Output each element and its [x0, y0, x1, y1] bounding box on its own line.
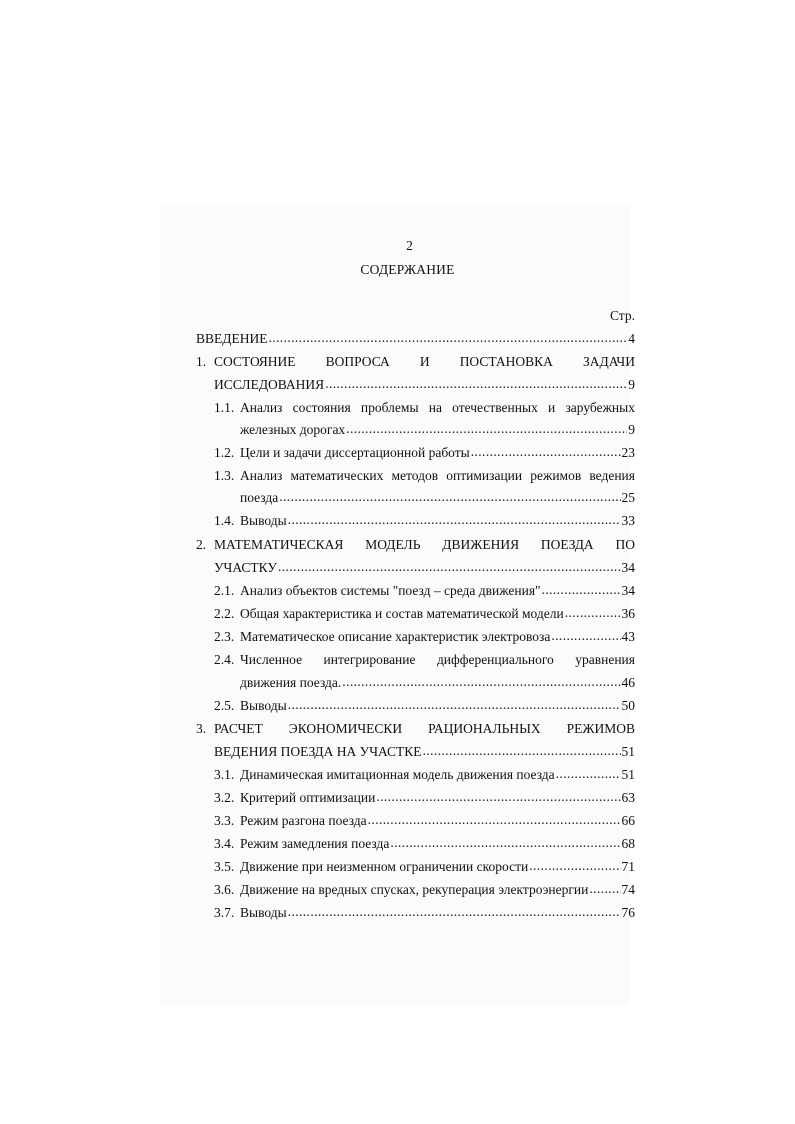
leader-dots [278, 559, 621, 575]
toc-title: СОДЕРЖАНИЕ [360, 262, 455, 277]
chapter-2-heading-line1: 2. МАТЕМАТИЧЕСКАЯ МОДЕЛЬ ДВИЖЕНИЯ ПОЕЗДА ПО [196, 537, 635, 552]
leader-dots [346, 421, 627, 437]
section-1-1-line1: 1.1. Анализ состояния проблемы на отечественных и зарубежных [214, 400, 635, 415]
section-3-6: 3.6. Движение на вредных спусках, рекуперация электроэнергии ..... 74 [214, 882, 635, 902]
leader-dots [376, 789, 620, 805]
leader-dots [565, 605, 621, 621]
page-column-label: Стр. [609, 308, 635, 323]
leader-dots [529, 858, 620, 874]
leader-dots [288, 512, 621, 528]
section-1-3-line1: 1.3. Анализ математических методов оптимизации режимов ведения [214, 468, 635, 483]
section-3-1: 3.1. Динамическая имитационная модель движения поезда ..... 51 [214, 767, 635, 787]
section-1-3-line2: поезда ..... 25 [240, 490, 635, 510]
section-2-5: 2.5. Выводы ..... 50 [214, 698, 635, 718]
leader-dots [279, 489, 620, 505]
section-1-2: 1.2. Цели и задачи диссертационной работы ..... 23 [214, 445, 635, 465]
chapter-3-heading-line1: 3. РАСЧЕТ ЭКОНОМИЧЕСКИ РАЦИОНАЛЬНЫХ РЕЖИМОВ [196, 721, 635, 736]
chapter-3-heading-line2: ВЕДЕНИЯ ПОЕЗДА НА УЧАСТКЕ ..... 51 [214, 744, 635, 764]
leader-dots [288, 697, 621, 713]
page-number: 2 [406, 238, 413, 253]
leader-dots [325, 376, 627, 392]
leader-dots [368, 812, 621, 828]
section-2-4-line1: 2.4. Численное интегрирование дифференциального уравнения [214, 652, 635, 667]
section-3-4: 3.4. Режим замедления поезда ..... 68 [214, 836, 635, 856]
section-1-4: 1.4. Выводы ..... 33 [214, 513, 635, 533]
section-3-7: 3.7. Выводы ..... 76 [214, 905, 635, 925]
leader-dots [423, 743, 621, 759]
chapter-1-heading-line1: 1. СОСТОЯНИЕ ВОПРОСА И ПОСТАНОВКА ЗАДАЧИ [196, 354, 635, 369]
section-3-2: 3.2. Критерий оптимизации ..... 63 [214, 790, 635, 810]
chapter-1-heading-line2: ИССЛЕДОВАНИЯ ..... 9 [214, 377, 635, 397]
section-1-1-line2: железных дорогах ..... 9 [240, 422, 635, 442]
leader-dots [288, 904, 621, 920]
section-2-1: 2.1. Анализ объектов системы "поезд – среда движения" ..... 34 [214, 583, 635, 603]
section-2-3: 2.3. Математическое описание характеристик электровоза ..... 43 [214, 629, 635, 649]
leader-dots [390, 835, 620, 851]
section-3-5: 3.5. Движение при неизменном ограничении скорости ..... 71 [214, 859, 635, 879]
leader-dots [589, 881, 620, 897]
chapter-2-heading-line2: УЧАСТКУ ..... 34 [214, 560, 635, 580]
toc-entry-intro: ВВЕДЕНИЕ ..... 4 [196, 331, 635, 351]
leader-dots [342, 674, 620, 690]
leader-dots [268, 330, 627, 346]
leader-dots [556, 766, 621, 782]
leader-dots [471, 444, 621, 460]
section-3-3: 3.3. Режим разгона поезда ..... 66 [214, 813, 635, 833]
leader-dots [542, 582, 621, 598]
leader-dots [551, 628, 620, 644]
section-2-4-line2: движения поезда. ..... 46 [240, 675, 635, 695]
section-2-2: 2.2. Общая характеристика и состав математической модели ..... 36 [214, 606, 635, 626]
